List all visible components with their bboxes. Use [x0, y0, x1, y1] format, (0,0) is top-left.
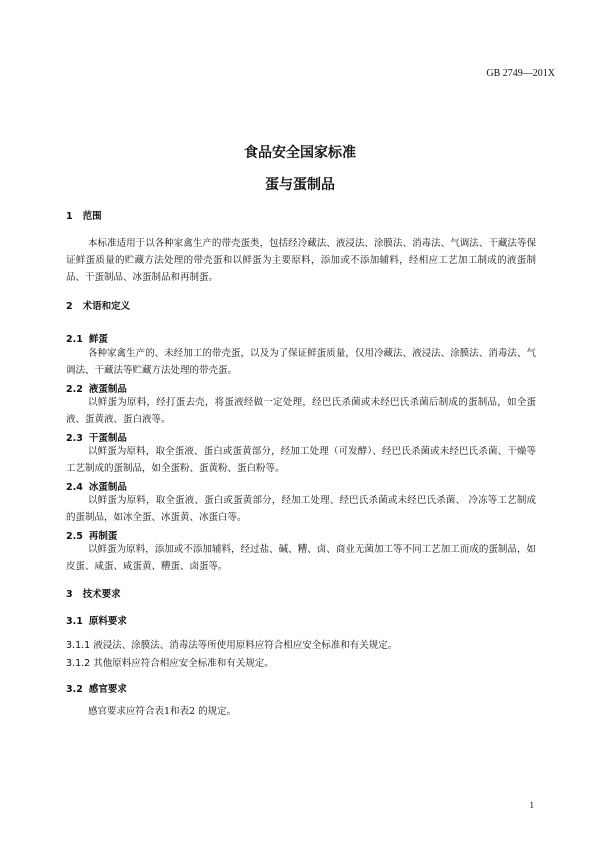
clause-3-1-1	[66, 637, 397, 651]
section-3-2-heading	[66, 681, 127, 695]
section-2-1-heading	[66, 331, 108, 345]
section-title: 干蛋制品	[88, 433, 127, 444]
section-3-2-paragraph: 感官要求应符合表1和表2 的规定。	[88, 706, 237, 717]
section-1-heading	[66, 208, 102, 222]
clause-text: 其他原料应符合相应安全标准和有关规定。	[93, 658, 274, 669]
section-title: 鲜蛋	[88, 334, 108, 345]
clause-text: 液浸法、涂膜法、消毒法等所使用原料应符合相应安全标准和有关规定。	[93, 640, 398, 651]
section-number: 2.2	[66, 384, 83, 395]
section-number: 2.4	[66, 482, 83, 493]
page-number: 1	[529, 800, 534, 810]
section-title: 再制蛋	[88, 531, 118, 542]
section-title: 技术要求	[82, 589, 121, 600]
section-number: 2.5	[66, 531, 83, 542]
section-title: 范围	[82, 211, 102, 222]
section-2-4-heading	[66, 479, 127, 493]
standard-code: GB 2749—201X	[486, 68, 555, 79]
section-2-3-paragraph: 以鲜蛋为原料，取全蛋液、蛋白或蛋黄部分，经加工处理（可发酵）、经巴氏杀菌或未经巴氏杀菌、干燥等工艺制成的蛋制品，如全蛋粉、蛋黄粉、蛋白粉等。	[66, 446, 536, 474]
section-2-1-paragraph: 各种家禽生产的、未经加工的带壳蛋，以及为了保证鲜蛋质量，仅用冷藏法、液浸法、涂膜法、消毒法、气调法、干藏法等贮藏方法处理的带壳蛋。	[66, 348, 536, 376]
section-2-5-paragraph: 以鲜蛋为原料，添加或不添加辅料，经过盐、碱、糟、卤、商业无菌加工等不同工艺加工而成的蛋制品，如皮蛋、咸蛋、咸蛋黄、糟蛋、卤蛋等。	[66, 544, 536, 572]
section-2-5-heading	[66, 528, 117, 542]
section-3-heading	[66, 586, 121, 600]
section-number: 2.1	[66, 334, 83, 345]
section-2-2-paragraph: 以鲜蛋为原料，经打蛋去壳，将蛋液经做一定处理，经巴氏杀菌或未经巴氏杀菌后制成的蛋制品，如全蛋液、蛋黄液、蛋白液等。	[66, 397, 536, 425]
section-number: 1	[66, 211, 73, 222]
document-title: 食品安全国家标准	[244, 145, 356, 161]
section-2-heading	[66, 298, 130, 312]
section-number: 2.3	[66, 433, 83, 444]
section-2-4-paragraph: 以鲜蛋为原料，取全蛋液、蛋白或蛋黄部分，经加工处理、经巴氏杀菌或未经巴氏杀菌、 冷冻等工艺制成的蛋制品，如冰全蛋、冰蛋黄、冰蛋白等。	[66, 495, 536, 523]
section-title: 液蛋制品	[88, 384, 127, 395]
section-2-2-heading	[66, 381, 127, 395]
section-number: 3.1	[66, 616, 83, 627]
clause-number: 3.1.1	[66, 640, 91, 651]
clause-3-1-2	[66, 655, 274, 669]
section-3-1-heading	[66, 613, 127, 627]
section-2-3-heading	[66, 430, 127, 444]
section-title: 原料要求	[88, 616, 127, 627]
document-subtitle: 蛋与蛋制品	[265, 177, 335, 193]
section-title: 冰蛋制品	[88, 482, 127, 493]
section-number: 3.2	[66, 684, 83, 695]
section-title: 术语和定义	[82, 301, 131, 312]
section-number: 2	[66, 301, 73, 312]
section-1-paragraph: 本标准适用于以各种家禽生产的带壳蛋类，包括经冷藏法、液浸法、涂膜法、消毒法、气调法、干藏法等保证鲜蛋质量的贮藏方法处理的带壳蛋和以鲜蛋为主要原料，添加或不添加辅料，经相应工艺加工制成的液蛋制品、干蛋制品、冰蛋制品和再制蛋。	[66, 238, 536, 283]
section-title: 感官要求	[88, 684, 127, 695]
clause-number: 3.1.2	[66, 658, 91, 669]
section-number: 3	[66, 589, 73, 600]
